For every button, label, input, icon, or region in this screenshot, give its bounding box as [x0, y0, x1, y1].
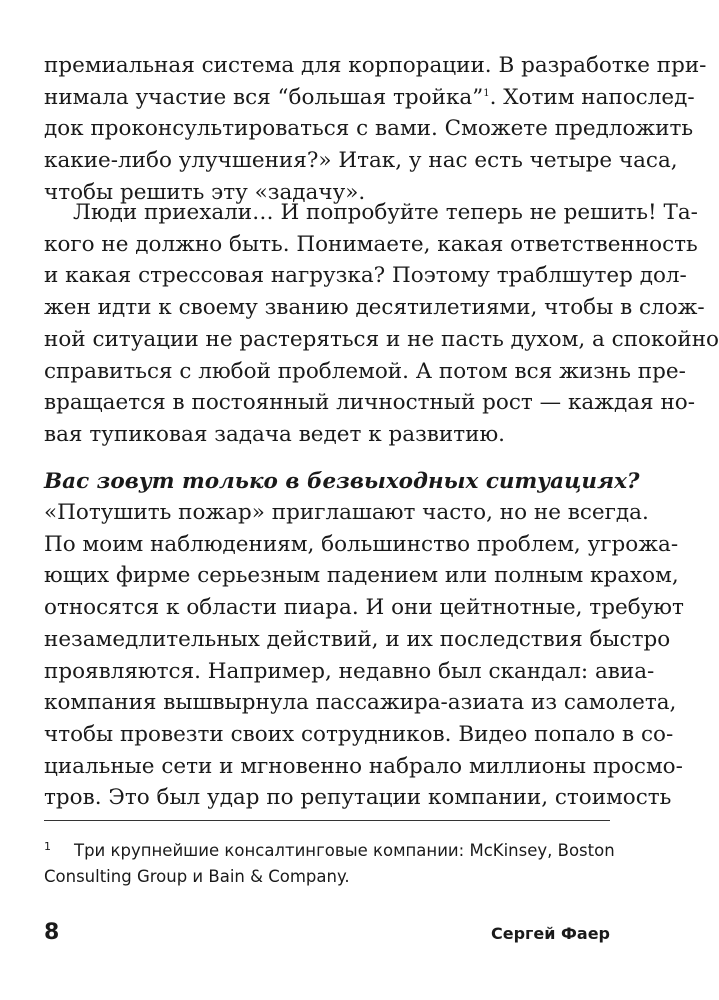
page-number: 8	[44, 920, 60, 945]
text-fragment: нимала участие вся “большая тройка”	[44, 84, 484, 110]
text-line: циальные сети и мгновенно набрало миллионы просмо-	[44, 753, 683, 779]
paragraph-2	[44, 197, 719, 451]
text-line: компания вышвырнула пассажира-азиата из самолета,	[44, 690, 677, 716]
text-line: чтобы решить эту «задачу».	[44, 179, 366, 205]
text-line: «Потушить пожар» приглашают часто, но не всегда.	[44, 500, 649, 525]
text-line: жен идти к своему званию десятилетиями, чтобы в слож-	[44, 295, 705, 321]
text-line: вращается в постоянный личностный рост — каждая но-	[44, 390, 695, 416]
text-line	[44, 82, 695, 114]
footnote-divider	[44, 820, 610, 821]
section-paragraph	[44, 497, 684, 814]
text-line: относятся к области пиара. И они цейтнотные, требуют	[44, 595, 684, 621]
paragraph-1	[44, 50, 707, 209]
text-line: какие-либо улучшения?» Итак, у нас есть четыре часа,	[44, 148, 678, 174]
text-line: вая тупиковая задача ведет к развитию.	[44, 421, 506, 447]
text-line: ной ситуации не растеряться и не пасть духом, а спокойно	[44, 326, 719, 352]
text-line: тров. Это был удар по репутации компании, стоимость	[44, 785, 672, 811]
text-line: справиться с любой проблемой. А потом вся жизнь пре-	[44, 358, 686, 384]
footnote-reference: 1	[483, 87, 490, 99]
text-line: кого не должно быть. Понимаете, какая ответственность	[44, 231, 698, 257]
text-line: и какая стрессовая нагрузка? Поэтому траблшутер дол-	[44, 263, 687, 289]
text-line: незамедлительных действий, и их последствия быстро	[44, 626, 671, 652]
text-line: По моим наблюдениям, большинство проблем, угрожа-	[44, 531, 679, 557]
page-footer	[44, 920, 610, 950]
footnote-marker: 1	[44, 840, 51, 853]
footnote-line: Consulting Group и Bain & Company.	[44, 867, 350, 886]
text-line: Люди приехали… И попробуйте теперь не решить! Та-	[73, 200, 698, 225]
text-line: проявляются. Например, недавно был скандал: авиа-	[44, 658, 655, 684]
section-heading: Вас зовут только в безвыходных ситуациях?	[44, 469, 640, 494]
text-line: премиальная система для корпорации. В разработке при-	[44, 53, 707, 78]
footnote-line: Три крупнейшие консалтинговые компании: McKinsey, Boston	[74, 841, 615, 860]
text-line: ющих фирме серьезным падением или полным крахом,	[44, 563, 679, 589]
running-author: Сергей Фаер	[490, 924, 610, 943]
footnote-text	[44, 838, 615, 890]
text-line: док проконсультироваться с вами. Сможете предложить	[44, 116, 694, 142]
text-fragment: . Хотим напослед-	[489, 84, 695, 110]
text-line: чтобы провезти своих сотрудников. Видео попало в со-	[44, 721, 674, 747]
